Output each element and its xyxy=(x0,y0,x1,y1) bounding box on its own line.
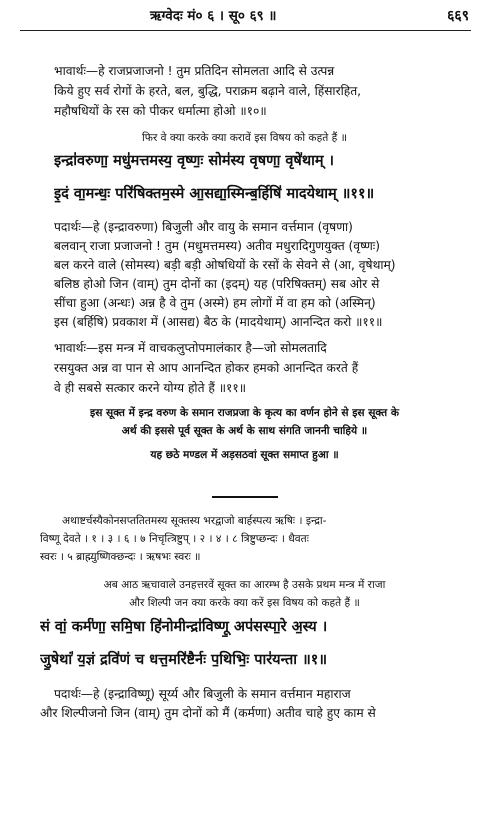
intro-mantra-1-line-1: अब आठ ऋचावाले उनहत्तरवें सूक्त का आरम्भ है उसके प्रथम मन्त्र में राजा xyxy=(103,579,386,591)
intro-mantra-11: फिर वे क्या करके क्या करावें इस विषय को कहते हैं ॥ xyxy=(142,132,347,144)
mantra-11-line-1: इन्द्रा॑वरुणा॒ मधु॑मत्तमस्य॒ वृष्णः॒ सोम॑स्य वृषणा॒ वृषे॑थाम् । xyxy=(54,153,335,169)
padartha-11-line-6: इस (बर्हिषि) प्रवकाश में (आसद्य) बैठ के (मादयेथाम्) आनन्दित करो ॥११॥ xyxy=(54,315,383,329)
sukta-69-preamble-line-3: स्वरः । ५ ब्राह्म्युष्णिक्छन्दः । ऋषभः स्वरः ॥ xyxy=(40,551,201,563)
bhavartha-10-line-1: भावार्थः—हे राजप्रजाजनो ! तुम प्रतिदिन सोमलता आदि से उत्पन्न xyxy=(54,64,335,78)
padartha-1-line-1: पदार्थः—हे (इन्द्राविष्णू) सूर्य्य और बिजुली के समान वर्त्तमान महाराज xyxy=(54,687,351,701)
padartha-11-line-5: सींचा हुआ (अन्धः) अन्न है वे तुम (अस्मे) हम लोगों में वा हम को (अस्मिन्) xyxy=(54,296,376,310)
mantra-1-line-2: जु॒षेथां॑ य॒ज्ञं द्रवि॑णं च धत्त॒मरि॑ष्टैर्नः प॒थिभिः॒ पार॑यन्ता ॥१॥ xyxy=(40,652,328,668)
padartha-1-line-2: और शिल्पीजनो जिन (वाम्) तुम दोनों को मैं (कर्मणा) अतीव चाहे हुए काम से xyxy=(40,706,376,720)
intro-mantra-1-line-2: और शिल्पी जन क्या करके क्या करें इस विषय को कहते हैं ॥ xyxy=(129,597,360,609)
padartha-11-line-2: बलवान् राजा प्रजाजनो ! तुम (मधुमत्तमस्य) अतीव मधुरादिगुणयुक्त (वृष्णः) xyxy=(54,239,381,253)
sukta-69-preamble-line-2: विष्णू देवते । १ । ३ । ६ । ७ निचृत्त्रिष्टुप् । २ । ४ । ८ त्रिष्टुप्छन्दः । धैवतः xyxy=(40,533,309,545)
bhavartha-10-line-3: महौषधियों के रस को पीकर धर्मात्मा होओ ॥१०॥ xyxy=(54,104,267,118)
page-number: ६६९ xyxy=(447,8,469,24)
sukta-end-note: यह छठे मण्डल में अड़सठवां सूक्त समाप्त हुआ ॥ xyxy=(150,449,339,461)
bhavartha-11-line-3: वे ही सबसे सत्कार करने योग्य होते हैं ॥११॥ xyxy=(54,381,247,395)
bhavartha-11-line-2: रसयुक्त अन्न वा पान से आप आनन्दित होकर हमको आनन्दित करते हैं xyxy=(54,361,359,375)
bhavartha-11-line-1: भावार्थः—इस मन्त्र में वाचकलुप्तोपमालंकार है—जो सोमलतादि xyxy=(54,341,327,355)
header-rule xyxy=(20,30,471,31)
sukta-summary-line-1: इस सूक्त में इन्द्र वरुण के समान राजप्रजा के कृत्य का वर्णन होने से इस सूक्त के xyxy=(90,407,399,419)
running-header xyxy=(150,6,469,28)
padartha-11-line-3: बल करने वाले (सोमस्य) बड़ी बड़ी ओषधियों के रसों के सेवने से (आ, वृषेथाम्) xyxy=(54,258,396,272)
bhavartha-10-line-2: किये हुए सर्व रोगों के हरते, बल, बुद्धि, पराक्रम बढ़ाने वाले, हिंसारहित, xyxy=(54,84,362,98)
sukta-summary-line-2: अर्थ की इससे पूर्व सूक्त के अर्थ के साथ संगति जाननी चाहिये ॥ xyxy=(121,425,368,437)
section-separator xyxy=(212,496,278,498)
header-title: ऋग्वेदः मं० ६ । सू० ६९ ॥ xyxy=(150,8,277,24)
padartha-11-line-1: पदार्थः—हे (इन्द्रावरुणा) बिजुली और वायु के समान वर्त्तमान (वृषणा) xyxy=(54,220,353,234)
mantra-1-line-1: सं वां॒ कर्म॑णा॒ समि॒षा हि॑नोमीन्द्रा॑विष्णू॒ अप॑सस्पा॒रे अ॒स्य । xyxy=(40,619,328,635)
sukta-69-preamble-line-1: अथाष्टर्चस्यैकोनसप्ततितमस्य सूक्तस्य भरद्वाजो बार्हस्पत्य ऋषिः । इन्द्रा- xyxy=(62,515,327,527)
padartha-11-line-4: बलिष्ठ होओ जिन (वाम्) तुम दोनों का (इदम्) यह (परिषिक्तम्) सब ओर से xyxy=(54,277,380,291)
mantra-11-line-2: इ॒दं वा॒मन्धः॒ परि॑षिक्तम॒स्मे आ॒सद्या॒स्मिन्ब॒र्हिषि॑ मादयेथाम् ॥११॥ xyxy=(54,186,375,202)
